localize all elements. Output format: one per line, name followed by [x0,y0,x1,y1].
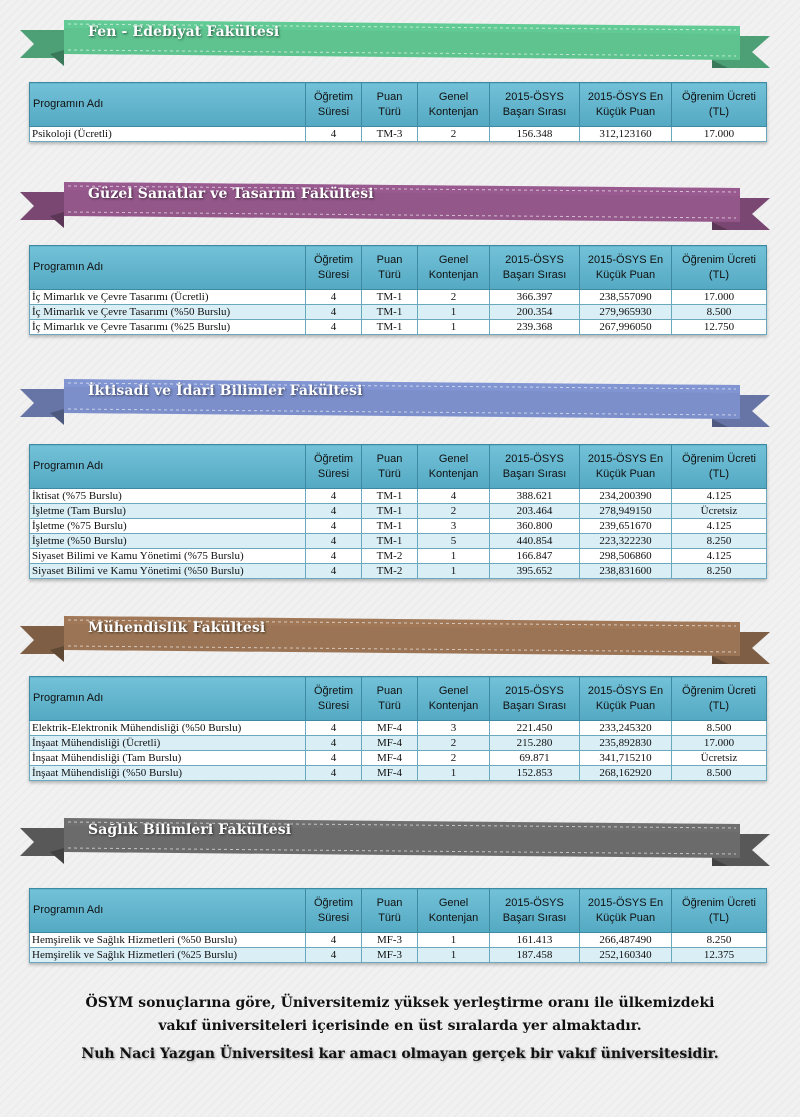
fee-cell: 8.250 [672,534,767,549]
table-header-row [30,83,767,127]
quota-cell: 1 [418,305,490,320]
score-type-cell: TM-1 [362,489,418,504]
column-header-fee: Öğrenim Ücreti (TL) [672,677,767,721]
duration-cell: 4 [306,504,362,519]
min-score-cell: 266,487490 [580,933,672,948]
score-type-cell: TM-1 [362,290,418,305]
column-header-fee: Öğrenim Ücreti (TL) [672,445,767,489]
column-header-score-type: Puan Türü [362,889,418,933]
ribbon-title: Sağlık Bilimleri Fakültesi [88,822,292,838]
score-type-cell: MF-4 [362,721,418,736]
fee-cell: 4.125 [672,549,767,564]
table-row [30,320,767,335]
program-name-cell: İç Mimarlık ve Çevre Tasarımı (%25 Burslu) [30,320,306,335]
table-row [30,489,767,504]
program-name-cell: İktisat (%75 Burslu) [30,489,306,504]
table-header-row [30,246,767,290]
score-type-cell: TM-2 [362,549,418,564]
rank-cell: 69.871 [490,751,580,766]
fee-cell: 4.125 [672,489,767,504]
duration-cell: 4 [306,766,362,781]
min-score-cell: 252,160340 [580,948,672,963]
column-header-rank: 2015-ÖSYS Başarı Sırası [490,677,580,721]
score-type-cell: TM-1 [362,534,418,549]
table-saglik [29,888,767,963]
table-row [30,721,767,736]
duration-cell: 4 [306,320,362,335]
quota-cell: 2 [418,290,490,305]
min-score-cell: 234,200390 [580,489,672,504]
table-row [30,933,767,948]
column-header-name: Programın Adı [30,83,306,127]
column-header-quota: Genel Kontenjan [418,83,490,127]
min-score-cell: 312,123160 [580,127,672,142]
fee-cell: 8.250 [672,564,767,579]
rank-cell: 152.853 [490,766,580,781]
min-score-cell: 239,651670 [580,519,672,534]
ribbon-guzel-sanatlar [0,176,800,238]
rank-cell: 161.413 [490,933,580,948]
column-header-min-score: 2015-ÖSYS En Küçük Puan [580,677,672,721]
quota-cell: 3 [418,519,490,534]
fee-cell: 12.750 [672,320,767,335]
program-name-cell: İşletme (%75 Burslu) [30,519,306,534]
table-header-row [30,677,767,721]
table-row [30,751,767,766]
column-header-quota: Genel Kontenjan [418,246,490,290]
program-name-cell: Hemşirelik ve Sağlık Hizmetleri (%50 Burslu) [30,933,306,948]
duration-cell: 4 [306,736,362,751]
rank-cell: 395.652 [490,564,580,579]
fee-cell: 8.500 [672,305,767,320]
rank-cell: 221.450 [490,721,580,736]
quota-cell: 1 [418,564,490,579]
min-score-cell: 233,245320 [580,721,672,736]
duration-cell: 4 [306,564,362,579]
column-header-duration: Öğretim Süresi [306,246,362,290]
program-name-cell: Hemşirelik ve Sağlık Hizmetleri (%25 Burslu) [30,948,306,963]
table-row [30,948,767,963]
column-header-name: Programın Adı [30,445,306,489]
program-name-cell: İç Mimarlık ve Çevre Tasarımı (%50 Burslu) [30,305,306,320]
program-name-cell: İşletme (Tam Burslu) [30,504,306,519]
table-row [30,736,767,751]
column-header-quota: Genel Kontenjan [418,445,490,489]
duration-cell: 4 [306,489,362,504]
footer-line-1: ÖSYM sonuçlarına göre, Üniversitemiz yüksek yerleştirme oranı ile ülkemizdeki [85,995,715,1011]
quota-cell: 4 [418,489,490,504]
rank-cell: 360.800 [490,519,580,534]
fee-cell: Ücretsiz [672,751,767,766]
min-score-cell: 278,949150 [580,504,672,519]
quota-cell: 2 [418,751,490,766]
table-row [30,564,767,579]
column-header-quota: Genel Kontenjan [418,889,490,933]
duration-cell: 4 [306,549,362,564]
footer-line-2: vakıf üniversiteleri içerisinde en üst sıralarda yer almaktadır. [158,1018,642,1034]
score-type-cell: MF-3 [362,948,418,963]
fee-cell: 17.000 [672,736,767,751]
fee-cell: 8.500 [672,721,767,736]
column-header-score-type: Puan Türü [362,445,418,489]
table-row [30,519,767,534]
table-fen-edebiyat [29,82,767,142]
table-row [30,549,767,564]
ribbon-iktisadi [0,373,800,435]
ribbon-title: Fen - Edebiyat Fakültesi [88,24,280,40]
program-name-cell: Elektrik-Elektronik Mühendisliği (%50 Burslu) [30,721,306,736]
rank-cell: 203.464 [490,504,580,519]
score-type-cell: MF-4 [362,766,418,781]
duration-cell: 4 [306,721,362,736]
min-score-cell: 267,996050 [580,320,672,335]
duration-cell: 4 [306,534,362,549]
duration-cell: 4 [306,305,362,320]
quota-cell: 3 [418,721,490,736]
column-header-score-type: Puan Türü [362,246,418,290]
table-row [30,290,767,305]
min-score-cell: 235,892830 [580,736,672,751]
min-score-cell: 238,557090 [580,290,672,305]
min-score-cell: 223,322230 [580,534,672,549]
column-header-rank: 2015-ÖSYS Başarı Sırası [490,83,580,127]
table-row [30,504,767,519]
duration-cell: 4 [306,127,362,142]
ribbon-muhendislik [0,610,800,672]
quota-cell: 1 [418,948,490,963]
footer-line-3: Nuh Naci Yazgan Üniversitesi kar amacı olmayan gerçek bir vakıf üniversitesidir. [81,1046,719,1062]
score-type-cell: MF-4 [362,736,418,751]
min-score-cell: 341,715210 [580,751,672,766]
rank-cell: 156.348 [490,127,580,142]
table-row [30,305,767,320]
rank-cell: 388.621 [490,489,580,504]
duration-cell: 4 [306,933,362,948]
quota-cell: 2 [418,736,490,751]
table-header-row [30,445,767,489]
column-header-min-score: 2015-ÖSYS En Küçük Puan [580,246,672,290]
program-name-cell: İşletme (%50 Burslu) [30,534,306,549]
quota-cell: 5 [418,534,490,549]
table-row [30,534,767,549]
rank-cell: 187.458 [490,948,580,963]
column-header-min-score: 2015-ÖSYS En Küçük Puan [580,889,672,933]
column-header-name: Programın Adı [30,889,306,933]
score-type-cell: TM-1 [362,305,418,320]
table-header-row [30,889,767,933]
table-guzel-sanatlar [29,245,767,335]
column-header-rank: 2015-ÖSYS Başarı Sırası [490,889,580,933]
program-name-cell: Siyaset Bilimi ve Kamu Yönetimi (%75 Burslu) [30,549,306,564]
fee-cell: 8.250 [672,933,767,948]
duration-cell: 4 [306,519,362,534]
quota-cell: 1 [418,766,490,781]
duration-cell: 4 [306,751,362,766]
duration-cell: 4 [306,290,362,305]
ribbon-fen-edebiyat [0,14,800,76]
rank-cell: 440.854 [490,534,580,549]
program-name-cell: İnşaat Mühendisliği (Tam Burslu) [30,751,306,766]
program-name-cell: İnşaat Mühendisliği (Ücretli) [30,736,306,751]
min-score-cell: 279,965930 [580,305,672,320]
min-score-cell: 298,506860 [580,549,672,564]
column-header-fee: Öğrenim Ücreti (TL) [672,83,767,127]
column-header-name: Programın Adı [30,677,306,721]
min-score-cell: 268,162920 [580,766,672,781]
program-name-cell: İç Mimarlık ve Çevre Tasarımı (Ücretli) [30,290,306,305]
column-header-min-score: 2015-ÖSYS En Küçük Puan [580,83,672,127]
column-header-duration: Öğretim Süresi [306,677,362,721]
fee-cell: 17.000 [672,290,767,305]
fee-cell: Ücretsiz [672,504,767,519]
fee-cell: 8.500 [672,766,767,781]
column-header-fee: Öğrenim Ücreti (TL) [672,246,767,290]
column-header-duration: Öğretim Süresi [306,445,362,489]
score-type-cell: TM-3 [362,127,418,142]
rank-cell: 366.397 [490,290,580,305]
ribbon-title: İktisadi ve İdari Bilimler Fakültesi [88,383,363,399]
program-name-cell: İnşaat Mühendisliği (%50 Burslu) [30,766,306,781]
table-row [30,766,767,781]
column-header-rank: 2015-ÖSYS Başarı Sırası [490,445,580,489]
column-header-score-type: Puan Türü [362,677,418,721]
program-name-cell: Psikoloji (Ücretli) [30,127,306,142]
score-type-cell: TM-1 [362,320,418,335]
column-header-duration: Öğretim Süresi [306,889,362,933]
table-row [30,127,767,142]
rank-cell: 200.354 [490,305,580,320]
fee-cell: 12.375 [672,948,767,963]
quota-cell: 1 [418,933,490,948]
column-header-score-type: Puan Türü [362,83,418,127]
score-type-cell: MF-4 [362,751,418,766]
table-muhendislik [29,676,767,781]
rank-cell: 215.280 [490,736,580,751]
quota-cell: 1 [418,320,490,335]
fee-cell: 4.125 [672,519,767,534]
ribbon-title: Mühendislik Fakültesi [88,620,266,636]
table-iktisadi [29,444,767,579]
program-name-cell: Siyaset Bilimi ve Kamu Yönetimi (%50 Burslu) [30,564,306,579]
score-type-cell: TM-1 [362,504,418,519]
column-header-min-score: 2015-ÖSYS En Küçük Puan [580,445,672,489]
score-type-cell: MF-3 [362,933,418,948]
min-score-cell: 238,831600 [580,564,672,579]
rank-cell: 239.368 [490,320,580,335]
column-header-name: Programın Adı [30,246,306,290]
fee-cell: 17.000 [672,127,767,142]
score-type-cell: TM-1 [362,519,418,534]
rank-cell: 166.847 [490,549,580,564]
column-header-quota: Genel Kontenjan [418,677,490,721]
quota-cell: 2 [418,127,490,142]
duration-cell: 4 [306,948,362,963]
column-header-rank: 2015-ÖSYS Başarı Sırası [490,246,580,290]
ribbon-saglik [0,812,800,874]
quota-cell: 2 [418,504,490,519]
column-header-fee: Öğrenim Ücreti (TL) [672,889,767,933]
score-type-cell: TM-2 [362,564,418,579]
quota-cell: 1 [418,549,490,564]
ribbon-title: Güzel Sanatlar ve Tasarım Fakültesi [88,186,374,202]
column-header-duration: Öğretim Süresi [306,83,362,127]
